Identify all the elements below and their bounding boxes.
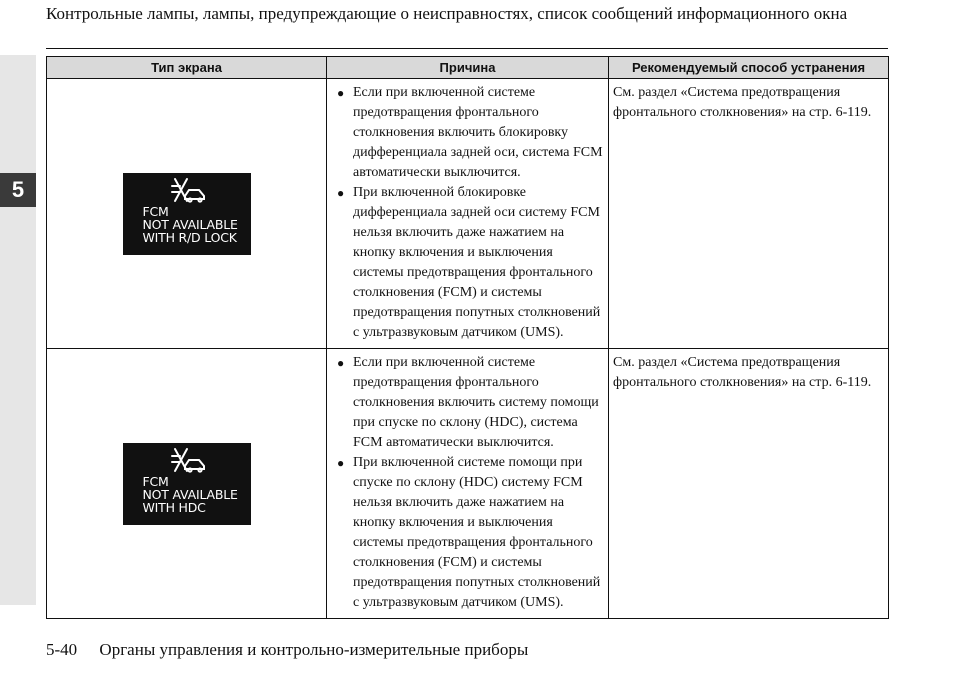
chapter-tab xyxy=(0,173,36,207)
table-row xyxy=(47,79,889,349)
display-screen xyxy=(123,443,251,525)
page-number: 5-40 xyxy=(46,640,78,659)
fcm-off-icon xyxy=(169,447,209,473)
header-divider xyxy=(46,48,888,49)
display-message: FCM NOT AVAILABLE WITH R/D LOCK xyxy=(142,203,238,245)
page-footer xyxy=(46,640,528,660)
screen-cell xyxy=(47,79,327,349)
column-header-screen: Тип экрана xyxy=(47,57,327,79)
remedy-text: См. раздел «Система предотвращения фронтального столкновения» на стр. 6-119. xyxy=(613,355,872,390)
footer-section-title: Органы управления и контрольно-измерительные приборы xyxy=(99,640,529,659)
reason-item: ● Если при включенной системе предотвращения фронтального столкновения включить систему помощи при спуске по склону (HDC), система FCM автоматически выключится. xyxy=(327,353,604,453)
table-row xyxy=(47,349,889,619)
screen-cell xyxy=(47,349,327,619)
remedy-cell xyxy=(609,349,889,619)
display-screen xyxy=(123,173,251,255)
reason-cell xyxy=(327,349,609,619)
reason-item: ● Если при включенной системе предотвращения фронтального столкновения включить блокировку дифференциала задней оси, система FCM автоматически выключится. xyxy=(327,83,604,183)
display-message: FCM NOT AVAILABLE WITH HDC xyxy=(142,473,238,515)
table-header-row xyxy=(47,57,889,79)
remedy-cell xyxy=(609,79,889,349)
remedy-text: См. раздел «Система предотвращения фронтального столкновения» на стр. 6-119. xyxy=(613,85,872,120)
column-header-reason: Причина xyxy=(327,57,609,79)
chapter-number: 5 xyxy=(11,177,25,202)
column-header-remedy: Рекомендуемый способ устранения xyxy=(609,57,889,79)
page-header: Контрольные лампы, лампы, предупреждающие о неисправностях, список сообщений информационного окна xyxy=(46,4,848,23)
reason-item: ● При включенной блокировке дифференциала задней оси систему FCM нельзя включить даже нажатием на кнопку включения и выключения системы предотвращения фронтального столкновения (FCM) и системы предотвращения попутных столкновений с ультразвуковым датчиком (UMS). xyxy=(327,183,604,343)
reason-item: ● При включенной системе помощи при спуске по склону (HDC) систему FCM нельзя включить даже нажатием на кнопку включения и выключения системы предотвращения фронтального столкновения (FCM) и системы предотвращения попутных столкновений с ультразвуковым датчиком (UMS). xyxy=(327,453,604,613)
chapter-sidebar xyxy=(0,55,36,605)
reason-cell xyxy=(327,79,609,349)
message-table xyxy=(46,56,889,619)
fcm-off-icon xyxy=(169,177,209,203)
